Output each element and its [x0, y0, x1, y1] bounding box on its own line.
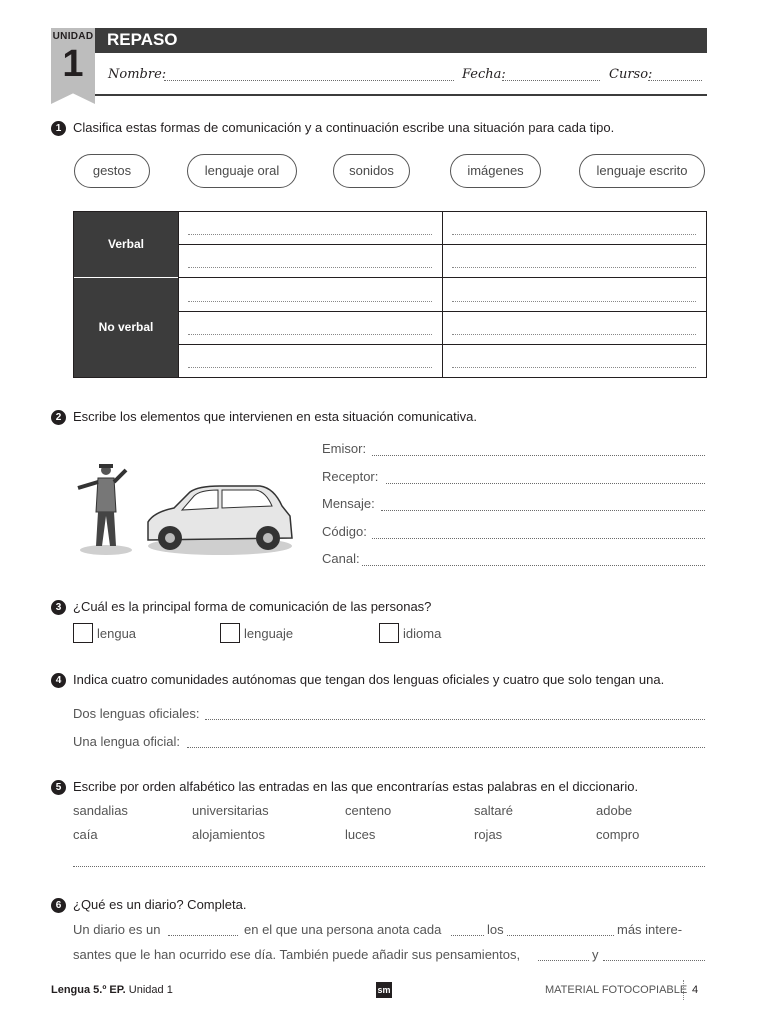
option-label: idioma [403, 626, 442, 641]
two-languages-label: Dos lenguas oficiales: [73, 706, 200, 721]
footer-photocopiable: MATERIAL FOTOCOPIABLE [545, 984, 688, 996]
option-pill[interactable]: gestos [74, 154, 150, 188]
word-item: sandalias [73, 803, 128, 818]
answer-line[interactable] [452, 334, 696, 335]
answer-line[interactable] [188, 234, 432, 235]
codigo-label: Código: [322, 524, 367, 539]
answer-line[interactable] [452, 301, 696, 302]
checkbox-idioma[interactable] [379, 623, 399, 643]
receptor-label: Receptor: [322, 469, 379, 484]
answer-line[interactable] [452, 367, 696, 368]
unit-number: 1 [62, 43, 84, 85]
question-2-number: 2 [51, 410, 66, 425]
question-4-number: 4 [51, 673, 66, 688]
footer-course: Lengua 5.º EP. Unidad 1 [51, 984, 173, 996]
word-item: adobe [596, 803, 633, 818]
answer-line[interactable] [188, 334, 432, 335]
publisher-logo: sm [376, 982, 392, 998]
checkbox-lenguaje[interactable] [220, 623, 240, 643]
q6-text: y [592, 947, 599, 962]
word-item: centeno [345, 803, 392, 818]
question-5-text: Escribe por orden alfabético las entradas en las que encontrarías estas palabras en el diccionario. [73, 779, 639, 794]
question-1-text: Clasifica estas formas de comunicación y a continuación escribe una situación para cada tipo. [73, 120, 615, 135]
option-pill[interactable]: imágenes [450, 154, 541, 188]
option-label: lenguaje [244, 626, 294, 641]
course-field[interactable] [648, 80, 702, 81]
checkbox-lengua[interactable] [73, 623, 93, 643]
q6-text: los [487, 922, 504, 937]
answer-line[interactable] [188, 301, 432, 302]
row-header-no-verbal: No verbal [74, 278, 178, 377]
title-bar [95, 28, 707, 53]
canal-label: Canal: [322, 551, 360, 566]
two-languages-field[interactable] [205, 719, 705, 720]
q6-text: Un diario es un [73, 922, 161, 937]
word-item: universitarias [192, 803, 269, 818]
option-pill[interactable]: lenguaje escrito [579, 154, 705, 188]
course-label: Curso: [609, 67, 653, 82]
canal-field[interactable] [362, 565, 705, 566]
answer-line[interactable] [452, 234, 696, 235]
page-number: 4 [692, 984, 699, 996]
one-language-label: Una lengua oficial: [73, 734, 180, 749]
word-item: caía [73, 827, 98, 842]
word-item: rojas [474, 827, 503, 842]
q6-text: más intere- [617, 922, 683, 937]
one-language-field[interactable] [187, 747, 705, 748]
question-2-text: Escribe los elementos que intervienen en esta situación comunicativa. [73, 409, 477, 424]
codigo-field[interactable] [372, 538, 705, 539]
question-3-number: 3 [51, 600, 66, 615]
blank-field[interactable] [538, 960, 589, 961]
emisor-label: Emisor: [322, 441, 367, 456]
classification-table [73, 211, 707, 378]
q6-text: santes que le han ocurrido ese día. También puede añadir sus pensamientos, [73, 947, 521, 962]
question-1-number: 1 [51, 121, 66, 136]
blank-field[interactable] [603, 960, 705, 961]
date-field[interactable] [502, 80, 600, 81]
blank-field[interactable] [507, 935, 614, 936]
word-item: alojamientos [192, 827, 265, 842]
option-pill[interactable]: lenguaje oral [187, 154, 297, 188]
answer-line[interactable] [452, 267, 696, 268]
question-5-number: 5 [51, 780, 66, 795]
alphabetical-order-field[interactable] [73, 866, 705, 867]
question-4-text: Indica cuatro comunidades autónomas que tengan dos lenguas oficiales y cuatro que solo tengan una. [73, 672, 665, 687]
page-title: REPASO [107, 30, 178, 49]
answer-line[interactable] [188, 367, 432, 368]
name-field[interactable] [164, 80, 454, 81]
unit-label: UNIDAD [52, 31, 94, 42]
option-label: lengua [97, 626, 137, 641]
mensaje-field[interactable] [381, 510, 705, 511]
word-item: luces [345, 827, 376, 842]
answer-line[interactable] [188, 267, 432, 268]
blank-field[interactable] [451, 935, 484, 936]
option-pill[interactable]: sonidos [333, 154, 410, 188]
question-3-text: ¿Cuál es la principal forma de comunicación de las personas? [73, 599, 432, 614]
name-label: Nombre: [108, 67, 167, 82]
word-item: saltaré [474, 803, 514, 818]
q6-text: en el que una persona anota cada [244, 922, 442, 937]
word-item: compro [596, 827, 640, 842]
question-6-number: 6 [51, 898, 66, 913]
mensaje-label: Mensaje: [322, 496, 375, 511]
header-divider [95, 94, 707, 96]
blank-field[interactable] [168, 935, 238, 936]
row-header-verbal: Verbal [74, 212, 178, 277]
receptor-field[interactable] [386, 483, 705, 484]
traffic-police-car-illustration [70, 460, 295, 560]
date-label: Fecha: [462, 67, 506, 82]
emisor-field[interactable] [372, 455, 705, 456]
question-6-text: ¿Qué es un diario? Completa. [73, 897, 247, 912]
